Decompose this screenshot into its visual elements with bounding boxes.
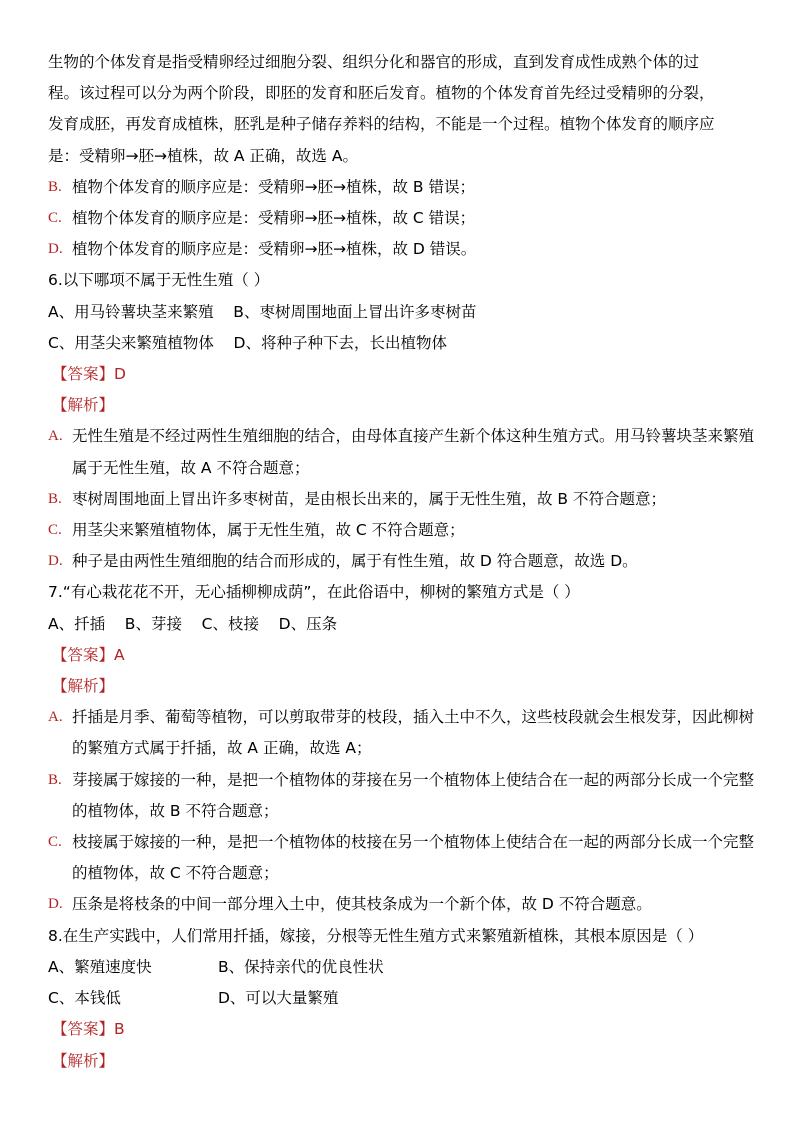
intro-line: 发育成胚，再发育成植株，胚乳是种子储存养料的结构，不能是一个过程。植物个体发育的顺序应 (48, 115, 715, 134)
analysis-option (48, 702, 754, 764)
analysis-option (48, 546, 754, 577)
option-c: C、本钱低 (48, 989, 121, 1008)
option-letter: A. (48, 709, 63, 726)
option-text: 植物个体发育的顺序应是：受精卵→胚→植株，故 B 错误； (72, 177, 475, 196)
option-text: 芽接属于嫁接的一种，是把一个植物体的芽接在另一个植物体上使结合在一起的两部分长成一个完整的植物体，故 B 不符合题意； (72, 770, 755, 820)
intro-line: 程。该过程可以分为两个阶段，即胚的发育和胚后发育。植物的个体发育首先经过受精卵的分裂， (48, 84, 715, 103)
answer-value: A (114, 645, 125, 664)
analysis-option (48, 203, 754, 234)
option-a: A、繁殖速度快 (48, 957, 152, 976)
analysis-option (48, 421, 754, 483)
option-text: 种子是由两性生殖细胞的结合而形成的，属于有性生殖，故 D 符合题意，故选 D。 (72, 552, 638, 571)
option-letter: C. (48, 210, 62, 227)
answer-label: 【答案】 (52, 1020, 115, 1039)
option-letter: D. (48, 896, 63, 913)
question-7-options: A、扦插 B、芽接 C、枝接 D、压条 (48, 614, 338, 633)
question-6-options: C、用茎尖来繁殖植物体 D、将种子种下去，长出植物体 (48, 333, 447, 352)
option-text: 植物个体发育的顺序应是：受精卵→胚→植株，故 D 错误。 (72, 240, 477, 259)
option-text: 压条是将枝条的中间一部分埋入土中，使其枝条成为一个新个体，故 D 不符合题意。 (72, 895, 652, 914)
analysis-option (48, 765, 754, 827)
option-text: 扦插是月季、葡萄等植物，可以剪取带芽的枝段，插入土中不久，这些枝段就会生根发芽，因此柳树的繁殖方式属于扦插，故 A 正确，故选 A； (72, 708, 755, 758)
option-d: D、可以大量繁殖 (218, 989, 339, 1008)
option-text: 枝接属于嫁接的一种，是把一个植物体的枝接在另一个植物体上使结合在一起的两部分长成一个完整的植物体，故 C 不符合题意； (72, 833, 755, 883)
answer-row (52, 640, 754, 671)
answer-label: 【答案】 (52, 645, 115, 664)
answer-row (52, 359, 754, 390)
answer-value: D (114, 365, 126, 384)
intro-line: 是：受精卵→胚→植株，故 A 正确，故选 A。 (48, 146, 358, 165)
analysis-label: 【解析】 (52, 1051, 115, 1070)
option-letter: D. (48, 241, 63, 258)
option-letter: A. (48, 428, 63, 445)
question-6-options: A、用马铃薯块茎来繁殖 B、枣树周围地面上冒出许多枣树苗 (48, 302, 477, 321)
analysis-option (48, 515, 754, 546)
analysis-label: 【解析】 (52, 677, 115, 696)
answer-row (52, 1014, 754, 1045)
intro-line: 生物的个体发育是指受精卵经过细胞分裂、组织分化和器官的形成，直到发育成性成熟个体的过 (48, 53, 700, 71)
option-letter: D. (48, 553, 63, 570)
document-page (48, 47, 754, 1077)
analysis-option (48, 827, 754, 889)
option-text: 枣树周围地面上冒出许多枣树苗，是由根长出来的，属于无性生殖，故 B 不符合题意； (72, 489, 666, 508)
analysis-option (48, 172, 754, 203)
option-text: 无性生殖是不经过两性生殖细胞的结合，由母体直接产生新个体这种生殖方式。用马铃薯块茎来繁殖属于无性生殖，故 A 不符合题意； (72, 427, 755, 477)
answer-label: 【答案】 (52, 365, 115, 384)
analysis-label: 【解析】 (52, 396, 115, 415)
option-text: 用茎尖来繁殖植物体，属于无性生殖，故 C 不符合题意； (72, 521, 465, 540)
option-letter: B. (48, 771, 62, 788)
analysis-option (48, 889, 754, 920)
question-8-options (48, 952, 754, 983)
option-letter: C. (48, 834, 62, 851)
analysis-option (48, 234, 754, 265)
question-6: 6.以下哪项不属于无性生殖（ ） (48, 271, 270, 290)
question-8-options (48, 983, 754, 1014)
option-letter: C. (48, 522, 62, 539)
answer-value: B (114, 1020, 125, 1039)
question-8: 8.在生产实践中，人们常用扦插，嫁接，分根等无性生殖方式来繁殖新植株，其根本原因是（ ） (48, 926, 704, 945)
option-letter: B. (48, 178, 62, 195)
option-text: 植物个体发育的顺序应是：受精卵→胚→植株，故 C 错误； (72, 209, 476, 228)
option-letter: B. (48, 490, 62, 507)
analysis-option (48, 484, 754, 515)
option-b: B、保持亲代的优良性状 (218, 957, 384, 976)
question-7: 7.“有心栽花花不开，无心插柳柳成荫”，在此俗语中，柳树的繁殖方式是（ ） (48, 583, 580, 602)
